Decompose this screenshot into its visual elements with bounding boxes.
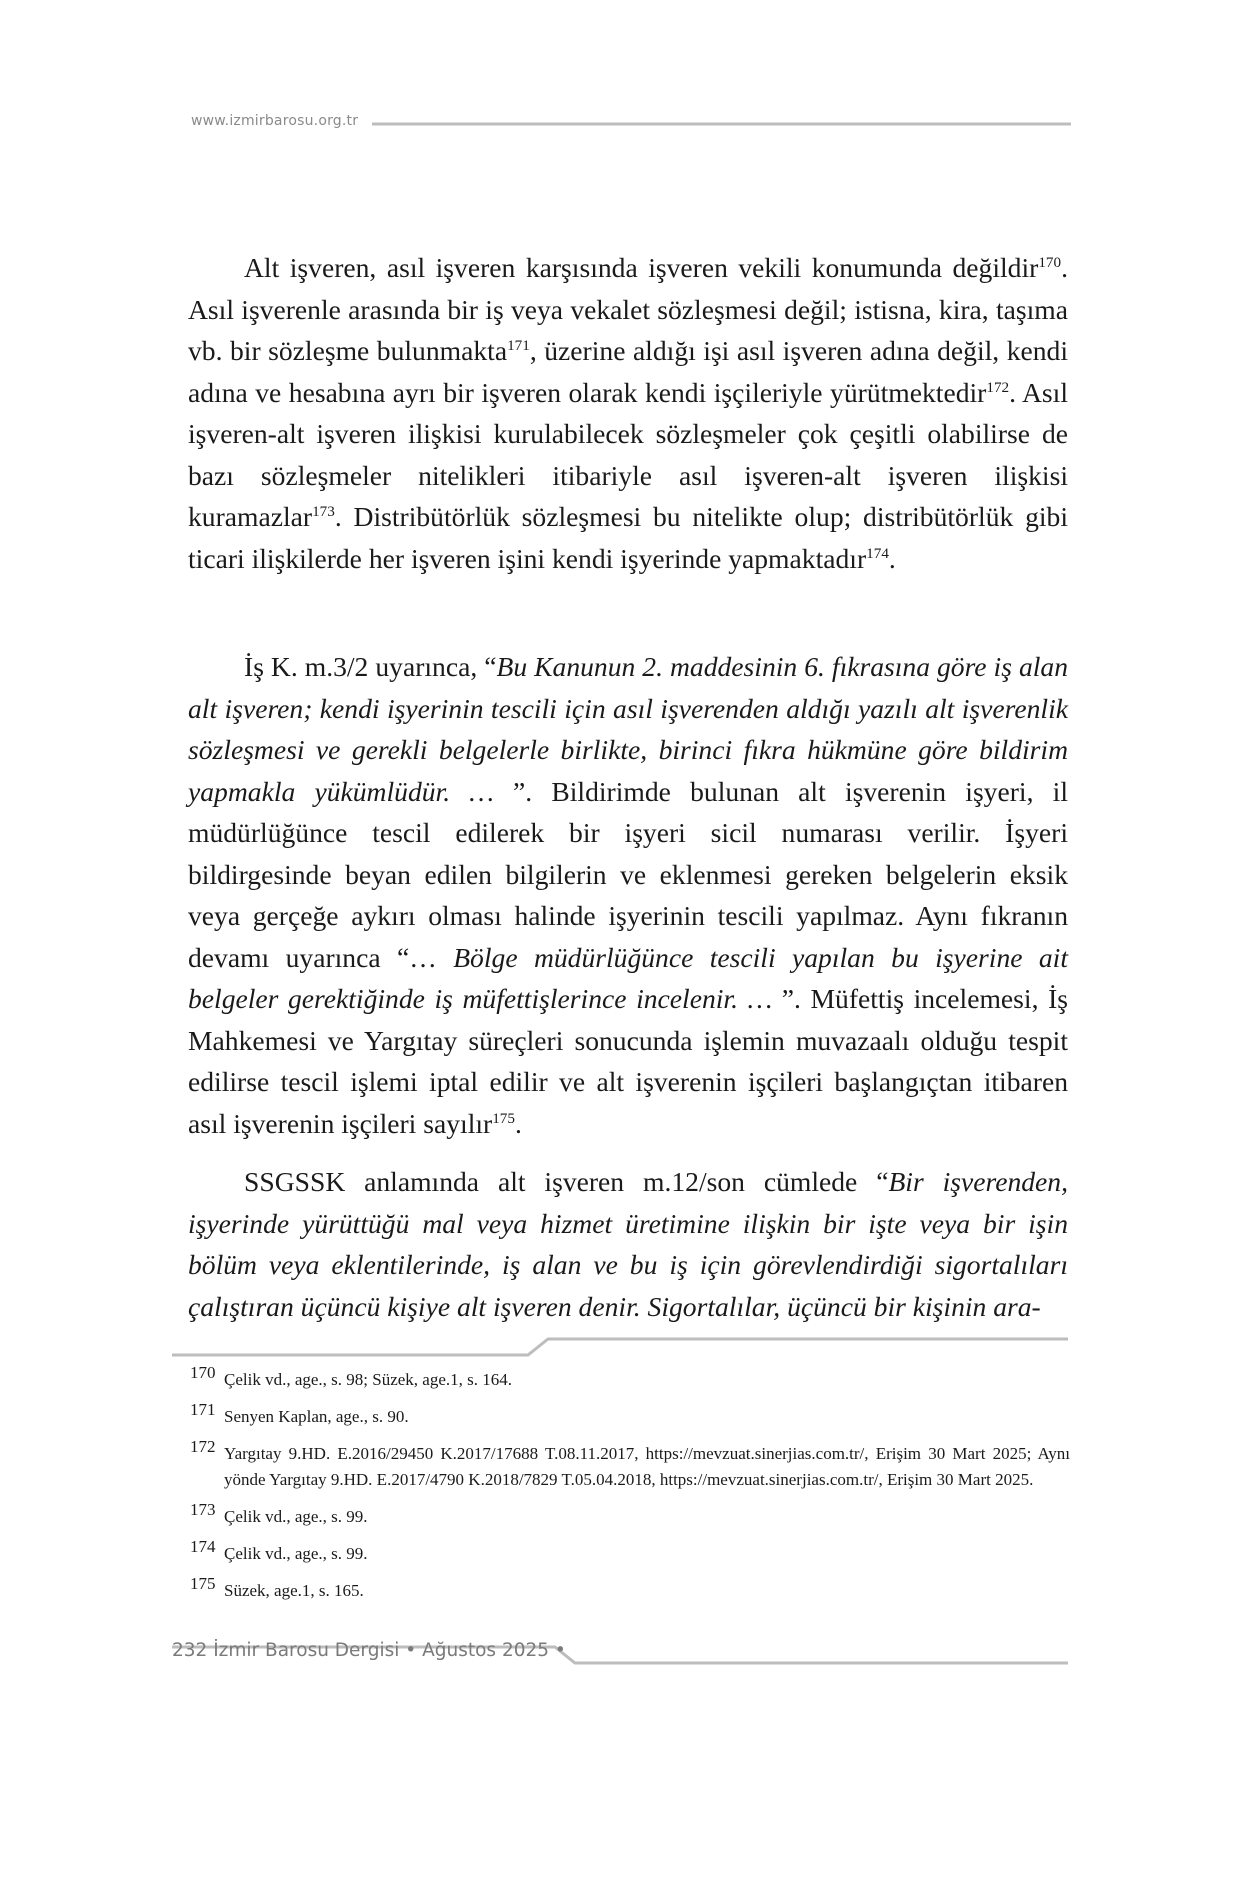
footnote-text: Senyen Kaplan, age., s. 90. xyxy=(224,1407,409,1426)
text-run: SSGSSK anlamında alt işveren m.12/son cümlede “ xyxy=(244,1166,889,1197)
paragraph-1 xyxy=(188,247,1068,579)
paragraph-3 xyxy=(188,1161,1068,1327)
footnote-171 xyxy=(190,1400,1070,1430)
text-run: Alt işveren, asıl işveren karşısında işveren vekili konumunda değildir xyxy=(244,252,1039,283)
text-run: . Distribütörlük sözleşmesi bu nitelikte olup; distribütörlük gibi ticari ilişkilerde her işveren işini kendi işyerinde yapmaktadır xyxy=(188,501,1068,574)
footnote-text: Çelik vd., age., s. 99. xyxy=(224,1507,368,1526)
footnote-separator xyxy=(172,1339,1068,1355)
paragraph-text xyxy=(188,247,1068,579)
footnote-number: 171 xyxy=(190,1400,216,1419)
footnote-number: 172 xyxy=(190,1437,216,1456)
footnote-175 xyxy=(190,1574,1070,1604)
text-run: . xyxy=(514,1107,522,1139)
footnotes xyxy=(190,1363,1070,1615)
footnote-ref: 172 xyxy=(986,378,1010,396)
footnote-text: Yargıtay 9.HD. E.2016/29450 K.2017/17688 T.08.11.2017, https://mevzuat.sinerjias.com.tr/, Erişim 30 Mart 2025; Aynı yönde Yargıtay 9.HD. E.2017/4790 K.2018/7829 T.05.04.2018, https://mevzuat.sinerjias.com.tr/, Erişim 30 Mart 2025. xyxy=(224,1444,1070,1489)
quoted-text: Bölge müdürlüğünce tescili yapılan bu işyerine ait belgeler gerektiğinde iş müfettişlerince incelenir. … xyxy=(188,941,1068,1014)
footnote-number: 174 xyxy=(190,1537,216,1556)
paragraph-2 xyxy=(188,646,1068,1144)
text-run: İş K. m.3/2 uyarınca, “ xyxy=(244,651,497,682)
footnote-ref: 170 xyxy=(1038,254,1062,272)
quoted-text: Bu Kanunun 2. maddesinin 6. fıkrasına göre iş alan alt işveren; kendi işyerinin tescili için asıl işverenden aldığı yazılı alt işverenlik sözleşmesi ve gerekli belgelerle birlikte, birinci fıkra hükmüne göre bildirim yapmakla yükümlüdür. … xyxy=(188,651,1069,807)
text-run: , üzerine aldığı işi asıl işveren adına değil, kendi adına ve hesabına ayrı bir işveren olarak kendi işçileriyle yürütmektedir xyxy=(188,335,1068,408)
issue-date: Ağustos 2025 xyxy=(422,1640,550,1661)
paragraph-text xyxy=(188,646,1068,1144)
text-run: . Asıl işverenle arasında bir iş veya vekalet sözleşmesi değil; istisna, kira, taşıma vb. bir sözleşme bulunmakta xyxy=(188,252,1068,366)
footnote-ref: 174 xyxy=(866,544,889,562)
footnote-ref: 171 xyxy=(507,337,530,355)
text-run: ”. Müfettiş incelemesi, İş Mahkemesi ve Yargıtay süreçleri sonucunda işlemin muvazaalı olduğu tespit edilirse tescil işlemi iptal edilir ve alt işverenin işçileri başlangıçtan itibaren asıl işverenin işçileri sayılır xyxy=(188,983,1068,1139)
footnote-text: Süzek, age.1, s. 165. xyxy=(224,1581,364,1600)
paragraph-text xyxy=(188,1161,1068,1327)
footnote-number: 170 xyxy=(190,1363,216,1382)
text-run: . Asıl işveren-alt işveren ilişkisi kurulabilecek sözleşmeler çok çeşitli olabilirse de bazı sözleşmeler nitelikleri itibariyle asıl işveren-alt işveren ilişkisi kuramazlar xyxy=(188,376,1068,532)
header-url: www.izmirbarosu.org.tr xyxy=(191,113,359,129)
journal-name: İzmir Barosu Dergisi xyxy=(213,1640,400,1661)
footnote-174 xyxy=(190,1537,1070,1567)
footnote-172 xyxy=(190,1437,1070,1493)
footnote-ref: 175 xyxy=(492,1109,515,1127)
text-run: . xyxy=(888,542,896,574)
footnote-170 xyxy=(190,1363,1070,1393)
footer-separator: • xyxy=(554,1640,566,1661)
text-run: ”. Bildirimde bulunan alt işverenin işyeri, il müdürlüğünce tescil edilerek bir işyeri sicil numarası verilir. İşyeri bildirgesinde beyan edilen bilgilerin ve eklenmesi gereken belgelerin eksik veya gerçeğe aykırı olması halinde işyerinin tescili yapılmaz. Aynı fıkranın devamı uyarınca “… xyxy=(188,775,1068,973)
footnote-text: Çelik vd., age., s. 98; Süzek, age.1, s. 164. xyxy=(224,1370,513,1389)
footnote-173 xyxy=(190,1500,1070,1530)
footer-separator: • xyxy=(405,1640,417,1661)
footnote-number: 175 xyxy=(190,1574,216,1593)
quoted-text: Bir işverenden, işyerinde yürüttüğü mal veya hizmet üretimine ilişkin bir işte veya bir işin bölüm veya eklentilerinde, iş alan ve bu iş için görevlendirdiği sigortalıları çalıştıran üçüncü kişiye alt işveren denir. Sigortalılar, üçüncü bir kişinin ara- xyxy=(188,1166,1068,1322)
footnote-number: 173 xyxy=(190,1500,216,1519)
footnote-text: Çelik vd., age., s. 99. xyxy=(224,1544,368,1563)
page-footer xyxy=(172,1640,566,1661)
footnote-ref: 173 xyxy=(312,503,335,521)
page-number: 232 xyxy=(172,1640,208,1661)
